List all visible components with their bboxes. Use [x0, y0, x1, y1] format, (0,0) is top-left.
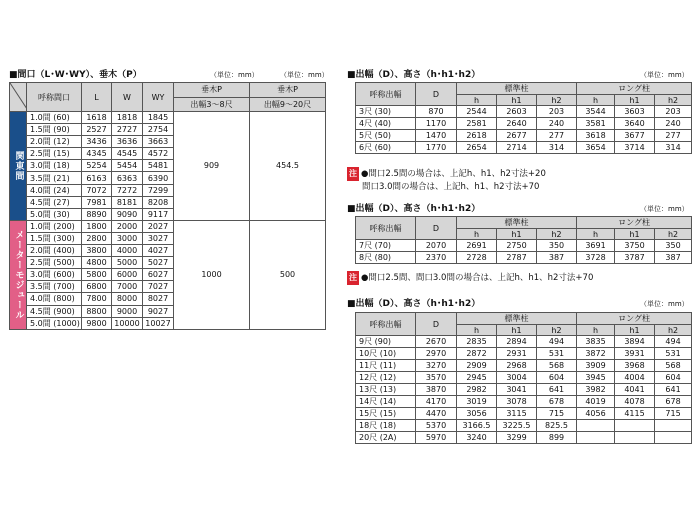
- col-header-standard-post: 標準柱: [457, 83, 577, 95]
- table-cell: 5454: [112, 160, 143, 172]
- table-cell: 2894: [497, 336, 537, 348]
- projection-table-2: [355, 216, 692, 264]
- table-cell: 678: [655, 396, 692, 408]
- table-cell: 4800: [82, 257, 112, 269]
- table-cell: 3835: [577, 336, 615, 348]
- table-cell: 7000: [112, 281, 143, 293]
- note-badge: 注: [347, 167, 359, 181]
- table-cell: 2968: [497, 360, 537, 372]
- group-label: メーターモジュール: [10, 220, 27, 329]
- table-row: [356, 372, 692, 384]
- table-cell: 8208: [143, 196, 174, 208]
- table-cell: 604: [655, 372, 692, 384]
- col-header-D: D: [416, 313, 457, 336]
- table-cell: 4056: [577, 408, 615, 420]
- table-cell: 9117: [143, 208, 174, 220]
- note-2-line-1: ●間口2.5間、間口3.0間の場合は、上記h、h1、h2寸法+70: [361, 273, 594, 283]
- table-cell: 568: [537, 360, 577, 372]
- table-cell: 5481: [143, 160, 174, 172]
- table-cell: 4041: [615, 384, 655, 396]
- table-cell: 715: [655, 408, 692, 420]
- table-cell: [577, 420, 615, 432]
- table-cell: 2677: [497, 130, 537, 142]
- table-cell: 3714: [615, 142, 655, 154]
- table-cell: 4004: [615, 372, 655, 384]
- header-row: [356, 83, 692, 95]
- table-cell: 3056: [457, 408, 497, 420]
- table-cell: 2750: [497, 240, 537, 252]
- row-label: 2.0間 (400): [27, 245, 82, 257]
- col-header-h2: h2: [537, 229, 577, 240]
- table-cell: 2800: [82, 232, 112, 244]
- note-2: [347, 271, 593, 285]
- row-label: 4尺 (40): [356, 118, 416, 130]
- note-badge: 注: [347, 271, 359, 285]
- table-cell: 3677: [615, 130, 655, 142]
- table-cell: 387: [537, 252, 577, 264]
- col-header-L: L: [82, 83, 112, 112]
- table-cell: 2945: [457, 372, 497, 384]
- table-cell: 2727: [112, 124, 143, 136]
- col-header-h1: h1: [615, 229, 655, 240]
- table-cell: 4027: [143, 245, 174, 257]
- table-cell: 825.5: [537, 420, 577, 432]
- table-cell: 3618: [577, 130, 615, 142]
- table-cell: 4345: [82, 148, 112, 160]
- row-label: 10尺 (10): [356, 348, 416, 360]
- table-cell: 2728: [457, 252, 497, 264]
- table-cell: 3663: [143, 136, 174, 148]
- table-cell: 8181: [112, 196, 143, 208]
- table-cell: 277: [655, 130, 692, 142]
- table-cell: 3000: [112, 232, 143, 244]
- projection-table-3: [355, 312, 692, 444]
- row-label: 9尺 (90): [356, 336, 416, 348]
- table-cell: 1818: [112, 112, 143, 124]
- projection-section-title-1: ■出幅（D）、高さ（h･h1･h2）: [347, 70, 481, 80]
- rafter-value-1: 1000: [174, 220, 250, 329]
- table-cell: 2787: [497, 252, 537, 264]
- table-cell: 4000: [112, 245, 143, 257]
- diagonal-line: [10, 83, 27, 109]
- row-label: 5.0間 (1000): [27, 317, 82, 329]
- projection-section-title-3: ■出幅（D）、高さ（h･h1･h2）: [347, 299, 481, 309]
- frontage-table: [9, 82, 326, 330]
- table-cell: 1800: [82, 220, 112, 232]
- table-cell: 8890: [82, 208, 112, 220]
- row-label: 3.5間 (700): [27, 281, 82, 293]
- table-cell: 2070: [416, 240, 457, 252]
- header-corner: [10, 83, 27, 112]
- table-cell: 3544: [577, 106, 615, 118]
- col-header-h1: h1: [615, 95, 655, 106]
- table-cell: 2618: [457, 130, 497, 142]
- table-row: [356, 130, 692, 142]
- col-header-WY: WY: [143, 83, 174, 112]
- header-row: [356, 313, 692, 325]
- table-cell: [655, 420, 692, 432]
- col-header-name: 呼称出幅: [356, 313, 416, 336]
- table-cell: 2603: [497, 106, 537, 118]
- table-cell: 4572: [143, 148, 174, 160]
- col-header-name: 呼称間口: [27, 83, 82, 112]
- table-cell: 2370: [416, 252, 457, 264]
- table-row: [356, 396, 692, 408]
- table-cell: 7072: [82, 184, 112, 196]
- table-cell: 641: [655, 384, 692, 396]
- col-header-long-post: ロング柱: [577, 217, 692, 229]
- table-cell: 2714: [497, 142, 537, 154]
- table-cell: 5800: [82, 269, 112, 281]
- row-label: 6尺 (60): [356, 142, 416, 154]
- table-cell: 7272: [112, 184, 143, 196]
- col-header-long-post: ロング柱: [577, 313, 692, 325]
- rafter-value-2: 454.5: [250, 112, 326, 221]
- table-cell: 1618: [82, 112, 112, 124]
- row-label: 2.5間 (15): [27, 148, 82, 160]
- row-label: 7尺 (70): [356, 240, 416, 252]
- row-label: 1.5間 (90): [27, 124, 82, 136]
- table-cell: 3636: [112, 136, 143, 148]
- col-header-h2: h2: [655, 325, 692, 336]
- row-label: 1.0間 (200): [27, 220, 82, 232]
- table-row: [356, 106, 692, 118]
- table-cell: 3909: [577, 360, 615, 372]
- table-cell: 9027: [143, 305, 174, 317]
- col-header-h2: h2: [655, 229, 692, 240]
- table-cell: [655, 432, 692, 444]
- table-cell: 9800: [82, 317, 112, 329]
- table-row: [356, 432, 692, 444]
- table-cell: 5027: [143, 257, 174, 269]
- col-header-W: W: [112, 83, 143, 112]
- table-cell: 531: [537, 348, 577, 360]
- row-label: 20尺 (2A): [356, 432, 416, 444]
- table-cell: 2654: [457, 142, 497, 154]
- left-unit-label: （単位：mm）: [210, 71, 259, 79]
- col-header-name: 呼称出幅: [356, 83, 416, 106]
- row-label: 13尺 (13): [356, 384, 416, 396]
- table-cell: 5000: [112, 257, 143, 269]
- table-cell: 3691: [577, 240, 615, 252]
- table-row: [356, 252, 692, 264]
- table-cell: 3654: [577, 142, 615, 154]
- col-header-h2: h2: [537, 95, 577, 106]
- col-header-h: h: [457, 229, 497, 240]
- table-cell: 6000: [112, 269, 143, 281]
- table-cell: 4170: [416, 396, 457, 408]
- row-label: 8尺 (80): [356, 252, 416, 264]
- table-cell: 2931: [497, 348, 537, 360]
- projection-section-title-2: ■出幅（D）、高さ（h･h1･h2）: [347, 204, 481, 214]
- table-cell: 314: [537, 142, 577, 154]
- projection-unit-label-1: （単位：mm）: [640, 71, 689, 79]
- table-row: [356, 384, 692, 396]
- row-label: 4.0間 (24): [27, 184, 82, 196]
- table-cell: [615, 432, 655, 444]
- table-cell: 870: [416, 106, 457, 118]
- col-header-D: D: [416, 83, 457, 106]
- col-subheader-rafter-1: 出幅3〜8尺: [174, 97, 250, 112]
- table-cell: 3240: [457, 432, 497, 444]
- row-label: 3.0間 (600): [27, 269, 82, 281]
- table-cell: 2670: [416, 336, 457, 348]
- table-cell: 240: [655, 118, 692, 130]
- table-cell: 2000: [112, 220, 143, 232]
- table-cell: 3004: [497, 372, 537, 384]
- table-cell: 3968: [615, 360, 655, 372]
- col-header-h: h: [577, 95, 615, 106]
- table-cell: 7299: [143, 184, 174, 196]
- row-label: 1.5間 (300): [27, 232, 82, 244]
- table-cell: [577, 432, 615, 444]
- col-header-standard-post: 標準柱: [457, 313, 577, 325]
- table-cell: 3225.5: [497, 420, 537, 432]
- row-label: 12尺 (12): [356, 372, 416, 384]
- table-cell: 494: [655, 336, 692, 348]
- table-cell: 2754: [143, 124, 174, 136]
- table-cell: 9000: [112, 305, 143, 317]
- table-cell: 2835: [457, 336, 497, 348]
- row-label: 11尺 (11): [356, 360, 416, 372]
- table-cell: 3570: [416, 372, 457, 384]
- table-cell: 8800: [82, 305, 112, 317]
- note-1: [347, 167, 546, 193]
- table-cell: 2872: [457, 348, 497, 360]
- col-header-h2: h2: [537, 325, 577, 336]
- row-label: 2.0間 (12): [27, 136, 82, 148]
- table-cell: 3750: [615, 240, 655, 252]
- table-cell: 3019: [457, 396, 497, 408]
- table-cell: 899: [537, 432, 577, 444]
- col-header-h: h: [577, 325, 615, 336]
- row-label: 4.5間 (900): [27, 305, 82, 317]
- table-cell: 3078: [497, 396, 537, 408]
- table-cell: 4545: [112, 148, 143, 160]
- table-cell: 10027: [143, 317, 174, 329]
- col-header-h: h: [457, 325, 497, 336]
- table-cell: 3027: [143, 232, 174, 244]
- table-cell: 604: [537, 372, 577, 384]
- table-cell: 7027: [143, 281, 174, 293]
- col-header-rafter-2: 垂木P: [250, 83, 326, 98]
- table-cell: 3787: [615, 252, 655, 264]
- table-row: [356, 118, 692, 130]
- table-row: [356, 336, 692, 348]
- table-cell: 387: [655, 252, 692, 264]
- table-cell: 3581: [577, 118, 615, 130]
- row-label: 15尺 (15): [356, 408, 416, 420]
- table-cell: 350: [655, 240, 692, 252]
- table-cell: 2527: [82, 124, 112, 136]
- row-label: 5尺 (50): [356, 130, 416, 142]
- table-row: [356, 408, 692, 420]
- table-row: [10, 112, 326, 124]
- row-label: 3.5間 (21): [27, 172, 82, 184]
- table-row: [10, 220, 326, 232]
- table-cell: 6800: [82, 281, 112, 293]
- table-cell: 494: [537, 336, 577, 348]
- col-header-h1: h1: [615, 325, 655, 336]
- table-cell: 1470: [416, 130, 457, 142]
- left-section-title: ■間口（L･W･WY）、垂木（P）: [9, 70, 142, 80]
- col-header-h: h: [577, 229, 615, 240]
- table-cell: 9090: [112, 208, 143, 220]
- row-label: 4.0間 (800): [27, 293, 82, 305]
- table-cell: 203: [655, 106, 692, 118]
- col-header-long-post: ロング柱: [577, 83, 692, 95]
- table-cell: 641: [537, 384, 577, 396]
- table-cell: 531: [655, 348, 692, 360]
- table-cell: 4019: [577, 396, 615, 408]
- table-cell: 3640: [615, 118, 655, 130]
- table-cell: 5254: [82, 160, 112, 172]
- table-cell: 350: [537, 240, 577, 252]
- table-cell: 8000: [112, 293, 143, 305]
- row-label: 3尺 (30): [356, 106, 416, 118]
- rafter-value-2: 500: [250, 220, 326, 329]
- table-row: [356, 420, 692, 432]
- projection-unit-label-3: （単位：mm）: [640, 300, 689, 308]
- table-cell: 10000: [112, 317, 143, 329]
- table-cell: 2970: [416, 348, 457, 360]
- table-cell: 3299: [497, 432, 537, 444]
- table-cell: [615, 420, 655, 432]
- projection-unit-label-2: （単位：mm）: [640, 205, 689, 213]
- table-cell: 6363: [112, 172, 143, 184]
- table-row: [356, 348, 692, 360]
- table-cell: 3436: [82, 136, 112, 148]
- table-cell: 4078: [615, 396, 655, 408]
- col-header-h1: h1: [497, 325, 537, 336]
- table-cell: 2544: [457, 106, 497, 118]
- row-label: 2.5間 (500): [27, 257, 82, 269]
- table-cell: 3870: [416, 384, 457, 396]
- table-cell: 277: [537, 130, 577, 142]
- table-cell: 1845: [143, 112, 174, 124]
- table-cell: 8027: [143, 293, 174, 305]
- left-unit-label-2: （単位：mm）: [280, 71, 329, 79]
- col-header-h1: h1: [497, 229, 537, 240]
- table-cell: 568: [655, 360, 692, 372]
- col-header-D: D: [416, 217, 457, 240]
- table-cell: 4115: [615, 408, 655, 420]
- table-cell: 6027: [143, 269, 174, 281]
- table-row: [356, 240, 692, 252]
- row-label: 18尺 (18): [356, 420, 416, 432]
- table-cell: 5370: [416, 420, 457, 432]
- table-cell: 7800: [82, 293, 112, 305]
- table-cell: 1770: [416, 142, 457, 154]
- table-cell: 2909: [457, 360, 497, 372]
- table-cell: 3041: [497, 384, 537, 396]
- table-cell: 3166.5: [457, 420, 497, 432]
- table-cell: 3115: [497, 408, 537, 420]
- header-row: [356, 217, 692, 229]
- projection-table-1: [355, 82, 692, 154]
- col-header-h2: h2: [655, 95, 692, 106]
- col-header-standard-post: 標準柱: [457, 217, 577, 229]
- row-label: 3.0間 (18): [27, 160, 82, 172]
- table-cell: 5970: [416, 432, 457, 444]
- row-label: 14尺 (14): [356, 396, 416, 408]
- col-header-rafter-1: 垂木P: [174, 83, 250, 98]
- table-cell: 3800: [82, 245, 112, 257]
- table-cell: 678: [537, 396, 577, 408]
- rafter-value-1: 909: [174, 112, 250, 221]
- table-cell: 2982: [457, 384, 497, 396]
- table-cell: 3270: [416, 360, 457, 372]
- note-1-line-2: 間口3.0間の場合は、上記h、h1、h2寸法+70: [362, 182, 540, 192]
- table-cell: 2581: [457, 118, 497, 130]
- col-subheader-rafter-2: 出幅9〜20尺: [250, 97, 326, 112]
- table-cell: 203: [537, 106, 577, 118]
- table-cell: 3982: [577, 384, 615, 396]
- col-header-h1: h1: [497, 95, 537, 106]
- row-label: 4.5間 (27): [27, 196, 82, 208]
- table-cell: 4470: [416, 408, 457, 420]
- col-header-h: h: [457, 95, 497, 106]
- table-cell: 715: [537, 408, 577, 420]
- table-cell: 3894: [615, 336, 655, 348]
- table-cell: 2640: [497, 118, 537, 130]
- group-label: 関東間: [10, 112, 27, 221]
- table-cell: 2691: [457, 240, 497, 252]
- note-1-line-1: ●間口2.5間の場合は、上記h、h1、h2寸法+20: [361, 169, 546, 179]
- table-row: [356, 360, 692, 372]
- table-cell: 2027: [143, 220, 174, 232]
- table-cell: 3603: [615, 106, 655, 118]
- table-cell: 3728: [577, 252, 615, 264]
- col-header-name: 呼称出幅: [356, 217, 416, 240]
- row-label: 5.0間 (30): [27, 208, 82, 220]
- table-cell: 3931: [615, 348, 655, 360]
- table-row: [356, 142, 692, 154]
- table-cell: 7981: [82, 196, 112, 208]
- table-cell: 3872: [577, 348, 615, 360]
- table-cell: 240: [537, 118, 577, 130]
- table-cell: 1170: [416, 118, 457, 130]
- table-cell: 314: [655, 142, 692, 154]
- table-cell: 3945: [577, 372, 615, 384]
- row-label: 1.0間 (60): [27, 112, 82, 124]
- table-cell: 6163: [82, 172, 112, 184]
- table-cell: 6390: [143, 172, 174, 184]
